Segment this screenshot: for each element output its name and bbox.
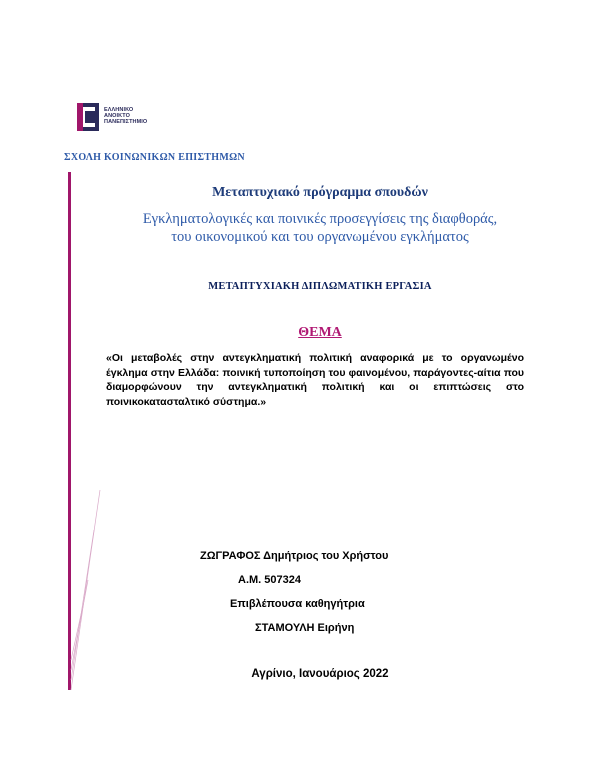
supervisor-name: ΣΤΑΜΟΥΛΗ Ειρήνη (255, 622, 355, 634)
university-logo (77, 103, 167, 135)
logo-line: ΕΛΛΗΝΙΚΟ (104, 107, 134, 113)
author-name: ΖΩΓΡΑΦΟΣ Δημήτριος του Χρήστου (200, 550, 389, 562)
logo-mark-icon (77, 103, 99, 131)
program-title: Μεταπτυχιακό πρόγραμμα σπουδών (212, 185, 428, 200)
school-name: ΣΧΟΛΗ ΚΟΙΝΩΝΙΚΩΝ ΕΠΙΣΤΗΜΩΝ (64, 152, 245, 163)
thema-heading: ΘΕΜΑ (298, 325, 342, 340)
logo-text (104, 107, 147, 126)
decorative-lines (68, 470, 108, 690)
subtitle-line: του οικονομικού και του οργανωμένου εγκλήματος (171, 229, 469, 245)
student-id: Α.Μ. 507324 (238, 574, 301, 586)
place-date: Αγρίνιο, Ιανουάριος 2022 (251, 668, 389, 680)
thesis-type: ΜΕΤΑΠΤΥΧΙΑΚΗ ΔΙΠΛΩΜΑΤΙΚΗ ΕΡΓΑΣΙΑ (208, 281, 432, 292)
logo-line: ΑΝΟΙΚΤΟ (104, 113, 130, 120)
program-subtitle (100, 210, 540, 246)
supervisor-label: Επιβλέπουσα καθηγήτρια (230, 598, 365, 610)
logo-line: ΠΑΝΕΠΙΣΤΗΜΙΟ (104, 119, 148, 126)
thesis-topic: «Οι μεταβολές στην αντεγκληματική πολιτική αναφορικά με το οργανωμένο έγκλημα στην Ελλάδα: ποινική τυποποίηση του φαινομένου, παράγοντες-αίτια που διαμορφώνουν την αντεγκληματική πολιτική και οι επιπτώσεις στο ποινικοκατασταλτικό σύστημα.» (106, 352, 524, 408)
subtitle-line: Εγκληματολογικές και ποινικές προσεγγίσεις της διαφθοράς, (142, 211, 498, 227)
